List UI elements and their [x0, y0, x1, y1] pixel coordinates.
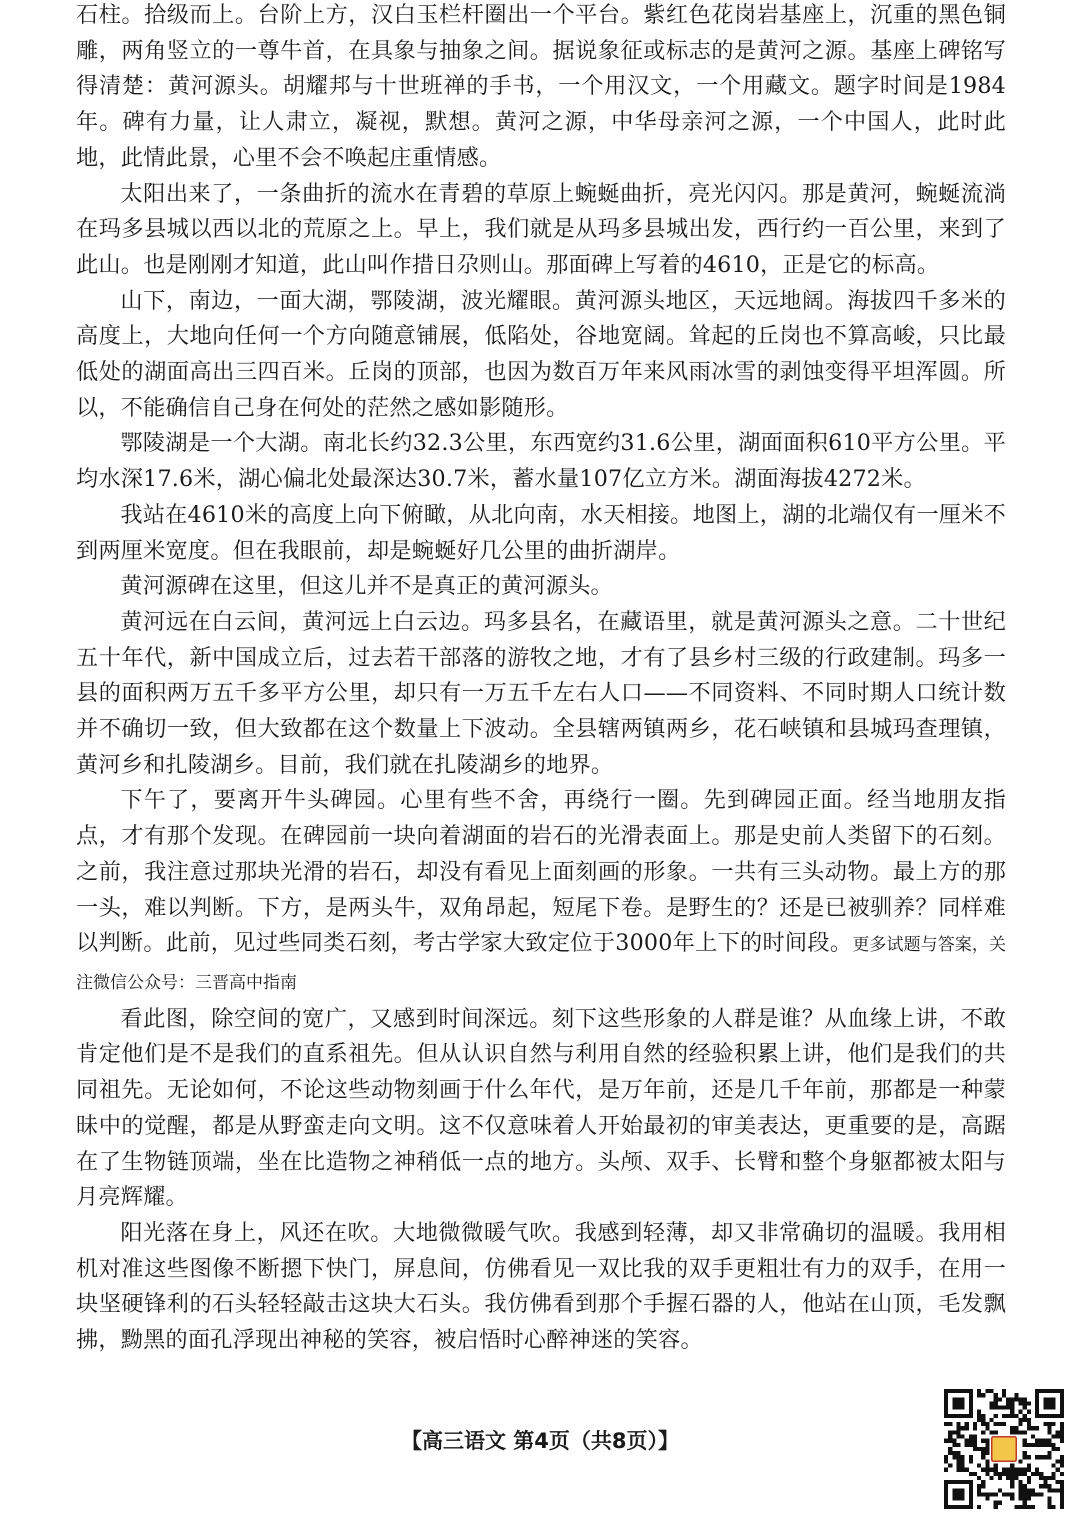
page-footer: 【高三语文 第4页（共8页）】	[400, 1429, 680, 1453]
qr-finder-pattern	[946, 1482, 971, 1507]
promo-note: 更多试题与答案，关注微信公众号：三晋高中指南	[76, 935, 1006, 993]
qr-finder-pattern	[1037, 1391, 1062, 1416]
paragraph-9: 看此图，除空间的宽广，又感到时间深远。刻下这些形象的人群是谁？从血缘上讲，不敢肯定他们是不是我们的直系祖先。但从认识自然与利用自然的经验积累上讲，他们是我们的共同祖先。无论如何，不论这些动物刻画于什么年代，是万年前，还是几千年前，那都是一种蒙昧中的觉醒，都是从野蛮走向文明。这不仅意味着人开始最初的审美表达，更重要的是，高踞在了生物链顶端，坐在比造物之神稍低一点的地方。头颅、双手、长臂和整个身躯都被太阳与月亮辉耀。	[76, 1005, 1006, 1211]
paragraph-7: 黄河远在白云间，黄河远上白云边。玛多县名，在藏语里，就是黄河源头之意。二十世纪五十年代，新中国成立后，过去若干部落的游牧之地，才有了县乡村三级的行政建制。玛多一县的面积两万五千多平方公里，却只有一万五千左右人口——不同资料、不同时期人口统计数并不确切一致，但大致都在这个数量上下波动。全县辖两镇两乡，花石峡镇和县城玛查理镇，黄河乡和扎陵湖乡。目前，我们就在扎陵湖乡的地界。	[76, 608, 1006, 778]
paragraph-8	[76, 783, 1006, 1001]
qr-finder-pattern	[946, 1391, 971, 1416]
paragraph-1: 石柱。拾级而上。台阶上方，汉白玉栏杆圈出一个平台。紫红色花岗岩基座上，沉重的黑色铜雕，两角竖立的一尊牛首，在具象与抽象之间。据说象征或标志的是黄河之源。基座上碑铭写得清楚：黄河源头。胡耀邦与十世班禅的手书，一个用汉文，一个用藏文。题字时间是1984年。碑有力量，让人肃立，凝视，默想。黄河之源，中华母亲河之源，一个中国人，此时此地，此情此景，心里不会不唤起庄重情感。	[76, 2, 1006, 171]
paragraph-8-text: 下午了，要离开牛头碑园。心里有些不舍，再绕行一圈。先到碑园正面。经当地朋友指点，才有那个发现。在碑园前一块向着湖面的岩石的光滑表面上。那是史前人类留下的石刻。之前，我注意过那块光滑的岩石，却没有看见上面刻画的形象。一共有三头动物。最上方的那一头，难以判断。下方，是两头牛，双角昂起，短尾下卷。是野生的？还是已被驯养？同样难以判断。此前，见过些同类石刻，考古学家大致定位于3000年上下的时间段。	[76, 787, 1006, 957]
paragraph-5: 我站在4610米的高度上向下俯瞰，从北向南，水天相接。地图上，湖的北端仅有一厘米不到两厘米宽度。但在我眼前，却是蜿蜒好几公里的曲折湖岸。	[76, 501, 1006, 564]
paragraph-6: 黄河源碑在这里，但这儿并不是真正的黄河源头。	[120, 573, 613, 600]
paragraph-3: 山下，南边，一面大湖，鄂陵湖，波光耀眼。黄河源头地区，天远地阔。海拔四千多米的高度上，大地向任何一个方向随意铺展，低陷处，谷地宽阔。耸起的丘岗也不算高峻，只比最低处的湖面高出三四百米。丘岗的顶部，也因为数百万年来风雨冰雪的剥蚀变得平坦浑圆。所以，不能确信自己身在何处的茫然之感如影随形。	[76, 287, 1006, 421]
qr-logo-badge	[992, 1437, 1017, 1462]
paragraph-2: 太阳出来了，一条曲折的流水在青碧的草原上蜿蜒曲折，亮光闪闪。那是黄河，蜿蜒流淌在玛多县城以西以北的荒原之上。早上，我们就是从玛多县城出发，西行约一百公里，来到了此山。也是刚刚才知道，此山叫作措日尕则山。那面碑上写着的4610，正是它的标高。	[76, 180, 1006, 278]
reading-passage	[76, 0, 1006, 1359]
qr-code-icon	[944, 1389, 1064, 1509]
paragraph-4: 鄂陵湖是一个大湖。南北长约32.3公里，东西宽约31.6公里，湖面面积610平方公里。平均水深17.6米，湖心偏北处最深达30.7米，蓄水量107亿立方米。湖面海拔4272米。	[76, 430, 1006, 493]
paragraph-10: 阳光落在身上，风还在吹。大地微微暖气吹。我感到轻薄，却又非常确切的温暖。我用相机对准这些图像不断摁下快门，屏息间，仿佛看见一双比我的双手更粗壮有力的双手，在用一块坚硬锋利的石头轻轻敲击这块大石头。我仿佛看到那个手握石器的人，他站在山顶，毛发飘拂，黝黑的面孔浮现出神秘的笑容，被启悟时心醉神迷的笑容。	[76, 1219, 1006, 1354]
